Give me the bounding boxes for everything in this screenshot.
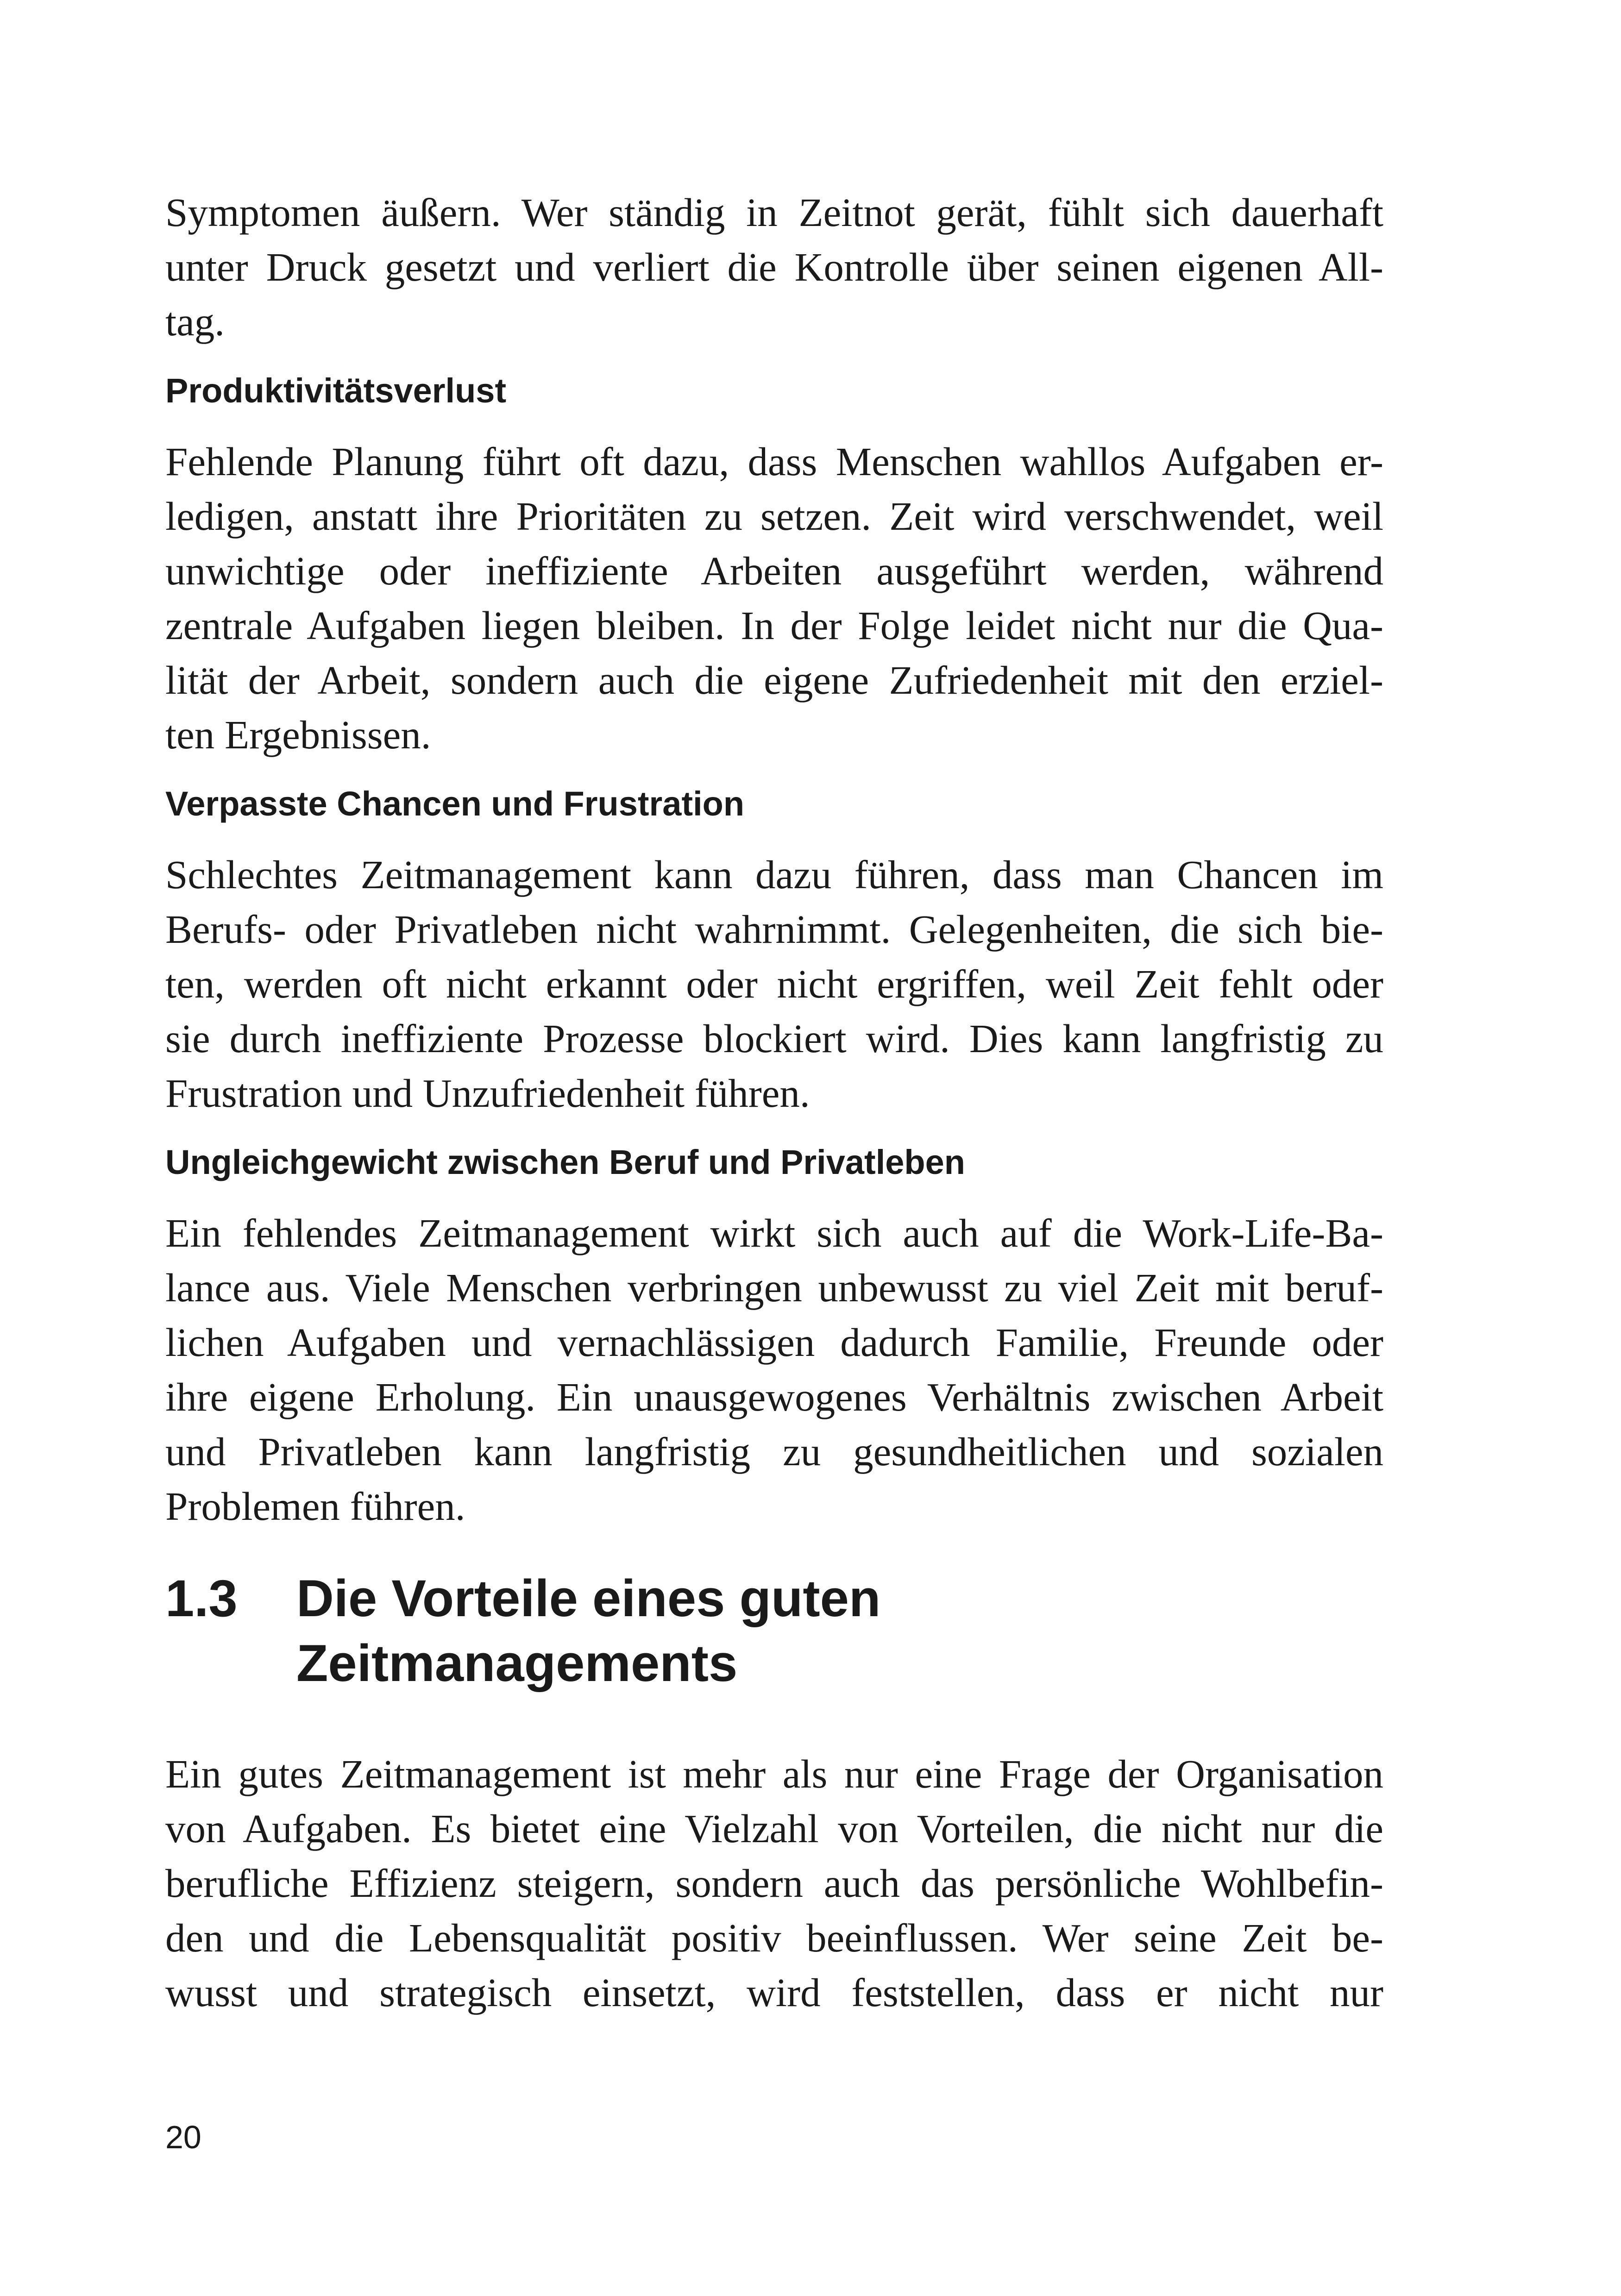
paragraph-line: den und die Lebensqualität positiv beeinflussen. Wer seine Zeit be- bbox=[165, 1915, 1383, 1960]
section-heading bbox=[165, 1566, 1383, 1696]
paragraph-line: und Privatleben kann langfristig zu gesundheitlichen und sozialen bbox=[165, 1429, 1383, 1474]
paragraph-line: zentrale Aufgaben liegen bleiben. In der Folge leidet nicht nur die Qua- bbox=[165, 603, 1383, 648]
paragraph-line: ten, werden oft nicht erkannt oder nicht ergriffen, weil Zeit fehlt oder bbox=[165, 961, 1383, 1006]
section-title-line-2: Zeitmanagements bbox=[296, 1634, 738, 1692]
paragraph-line: ten Ergebnissen. bbox=[165, 712, 431, 757]
paragraph-verpasste-chancen bbox=[165, 847, 1383, 1121]
section-number: 1.3 bbox=[165, 1569, 238, 1627]
section-title-line-1: Die Vorteile eines guten bbox=[296, 1569, 881, 1627]
paragraph-line: berufliche Effizienz steigern, sondern auch das persönliche Wohlbefin- bbox=[165, 1861, 1383, 1906]
paragraph-line: wusst und strategisch einsetzt, wird feststellen, dass er nicht nur bbox=[165, 1970, 1383, 2015]
paragraph-line: unwichtige oder ineffiziente Arbeiten ausgeführt werden, während bbox=[165, 548, 1383, 593]
subheading-verpasste-chancen: Verpasste Chancen und Frustration bbox=[165, 784, 745, 823]
paragraph-line: lance aus. Viele Menschen verbringen unbewusst zu viel Zeit mit beruf- bbox=[165, 1265, 1383, 1310]
paragraph-vorteile bbox=[165, 1747, 1383, 2020]
paragraph-line: sie durch ineffiziente Prozesse blockiert wird. Dies kann langfristig zu bbox=[165, 1016, 1383, 1061]
paragraph-line: lität der Arbeit, sondern auch die eigene Zufriedenheit mit den erziel- bbox=[165, 658, 1383, 703]
paragraph-line: Fehlende Planung führt oft dazu, dass Menschen wahllos Aufgaben er- bbox=[165, 439, 1383, 484]
paragraph-produktivitaetsverlust bbox=[165, 434, 1383, 762]
paragraph-line: lichen Aufgaben und vernachlässigen dadurch Familie, Freunde oder bbox=[165, 1320, 1383, 1365]
paragraph-line: Schlechtes Zeitmanagement kann dazu führen, dass man Chancen im bbox=[165, 852, 1383, 897]
intro-line-3: tag. bbox=[165, 299, 225, 344]
intro-line-2: unter Druck gesetzt und verliert die Kontrolle über seinen eigenen All- bbox=[165, 245, 1383, 289]
subheading-produktivitaetsverlust: Produktivitätsverlust bbox=[165, 371, 507, 410]
section-title bbox=[296, 1566, 880, 1696]
paragraph-line: Ein fehlendes Zeitmanagement wirkt sich auch auf die Work-Life-Ba- bbox=[165, 1211, 1383, 1255]
paragraph-line: Ein gutes Zeitmanagement ist mehr als nur eine Frage der Organisation bbox=[165, 1751, 1383, 1796]
intro-paragraph bbox=[165, 185, 1383, 349]
page-number: 20 bbox=[165, 2119, 201, 2155]
paragraph-line: ledigen, anstatt ihre Prioritäten zu setzen. Zeit wird verschwendet, weil bbox=[165, 494, 1383, 539]
subheading-ungleichgewicht: Ungleichgewicht zwischen Beruf und Privatleben bbox=[165, 1143, 965, 1181]
paragraph-line: Problemen führen. bbox=[165, 1484, 465, 1529]
paragraph-line: Berufs- oder Privatleben nicht wahrnimmt. Gelegenheiten, die sich bie- bbox=[165, 907, 1383, 952]
paragraph-line: ihre eigene Erholung. Ein unausgewogenes Verhältnis zwischen Arbeit bbox=[165, 1374, 1383, 1419]
intro-line-1: Symptomen äußern. Wer ständig in Zeitnot gerät, fühlt sich dauerhaft bbox=[165, 190, 1383, 235]
paragraph-line: von Aufgaben. Es bietet eine Vielzahl von Vorteilen, die nicht nur die bbox=[165, 1806, 1383, 1851]
paragraph-line: Frustration und Unzufriedenheit führen. bbox=[165, 1071, 810, 1116]
page-body bbox=[165, 185, 1383, 2020]
paragraph-ungleichgewicht bbox=[165, 1206, 1383, 1534]
